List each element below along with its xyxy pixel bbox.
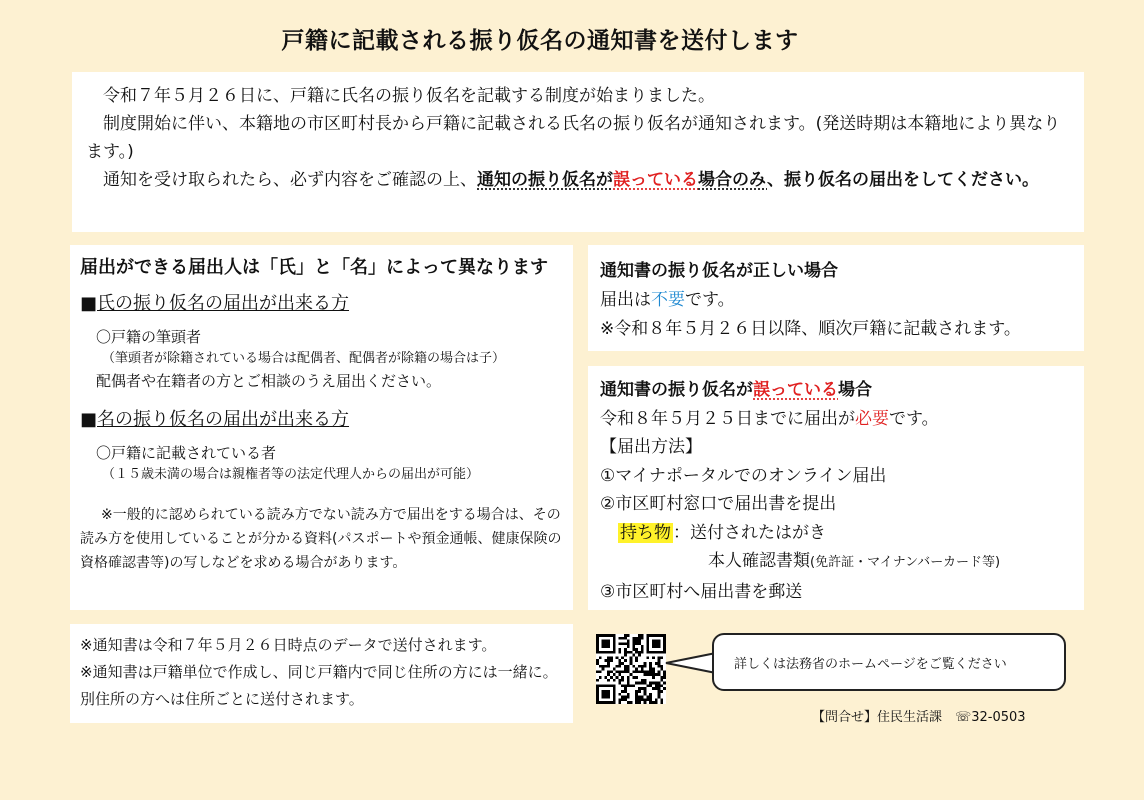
delivery-note-2: ※通知書は戸籍単位で作成し、同じ戸籍内で同じ住所の方には一緒に。別住所の方へは住所ごとに送付されます。 (80, 663, 558, 708)
page-title: 戸籍に記載される振り仮名の通知書を送付します (281, 28, 799, 54)
info-speech-bubble: 詳しくは法務省のホームページをご覧ください (712, 633, 1066, 691)
correct-case-line2: ※令和８年５月２６日以降、順次戸籍に記載されます。 (600, 319, 1021, 339)
reading-document-note: ※一般的に認められている読み方でない読み方で届出をする場合は、その読み方を使用していることが分かる資料(パスポートや預金通帳、健康保険の資格確認書等)の写しなどを求める場合があります。 (80, 507, 562, 571)
surname-item-note: （筆頭者が除籍されている場合は配偶者、配偶者が除籍の場合は子） (102, 351, 506, 366)
correct-case-heading: 通知書の振り仮名が正しい場合 (600, 261, 838, 281)
eligible-heading: 届出ができる届出人は「氏」と「名」によって異なります (80, 257, 548, 278)
surname-item: 〇戸籍の筆頭者 (96, 328, 202, 346)
intro-paragraph-2: 制度開始に伴い、本籍地の市区町村長から戸籍に記載される氏名の振り仮名が通知されます。(発送時期は本籍地により異なります。) (86, 114, 1061, 162)
filing-method-label: 【届出方法】 (600, 437, 702, 457)
items-to-bring-id: 本人確認書類(免許証・マイナンバーカード等) (708, 551, 1001, 571)
qr-code[interactable] (596, 634, 666, 704)
given-name-section-title: ■名の振り仮名の届出が出来る方 (80, 409, 350, 430)
items-label-highlight: 持ち物 (620, 522, 671, 543)
given-name-item: 〇戸籍に記載されている者 (96, 444, 277, 462)
surname-consult-note: 配偶者や在籍者の方とご相談のうえ届出ください。 (96, 372, 442, 390)
delivery-note-1: ※通知書は令和７年５月２６日時点のデータで送付されます。 (80, 636, 497, 654)
wrong-case-deadline: 令和８年５月２５日までに届出が必要です。 (600, 408, 939, 429)
filing-option-online: ①マイナポータルでのオンライン届出 (600, 465, 887, 486)
correct-case-box (588, 245, 1084, 351)
eligible-applicants-box (70, 245, 573, 610)
filing-option-mail: ③市区町村へ届出書を郵送 (600, 581, 803, 602)
surname-section-title: ■氏の振り仮名の届出が出来る方 (80, 293, 350, 314)
delivery-notes-box (70, 624, 573, 723)
intro-paragraph-1: 令和７年５月２６日に、戸籍に氏名の振り仮名を記載する制度が始まりました。 (103, 86, 715, 106)
wrong-case-box (588, 366, 1084, 610)
intro-box (72, 72, 1084, 232)
correct-case-line1: 届出は不要です。 (600, 290, 735, 310)
given-name-item-note: （１５歳未満の場合は親権者等の法定代理人からの届出が可能） (102, 467, 480, 482)
intro-paragraph-3: 通知を受け取られたら、必ず内容をご確認の上、通知の振り仮名が誤っている場合のみ、振り仮名の届出をしてください。 (103, 170, 1040, 190)
items-to-bring: 持ち物 ：送付されたはがき (620, 522, 826, 543)
contact-info: 【問合せ】住民生活課 ☏32-0503 (812, 710, 1026, 725)
filing-option-counter: ②市区町村窓口で届出書を提出 (600, 494, 837, 514)
wrong-case-heading: 通知書の振り仮名が誤っている場合 (600, 380, 872, 400)
